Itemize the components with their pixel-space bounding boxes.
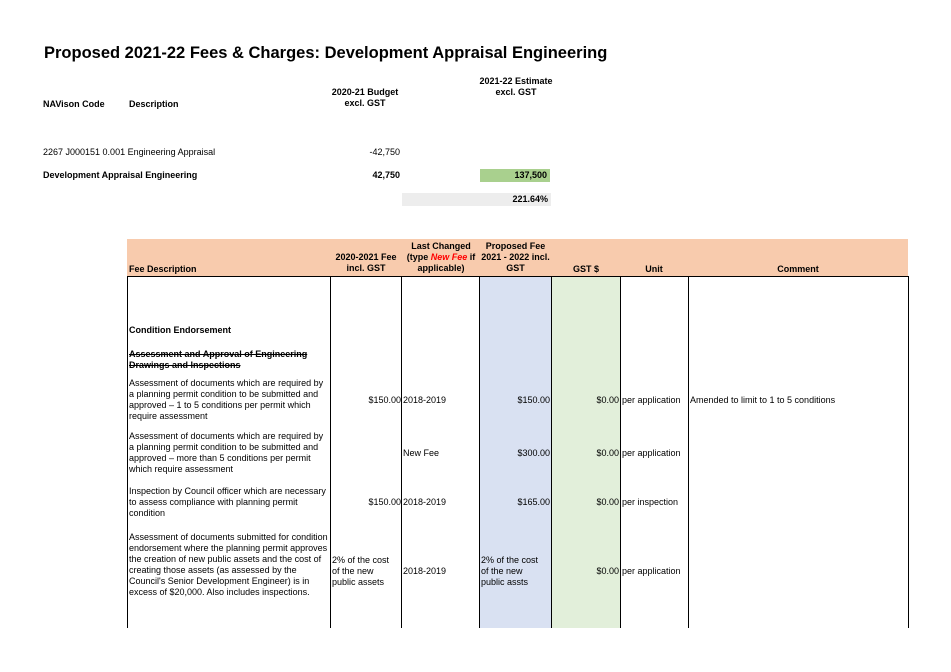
- fee-description-header: Fee Description: [129, 264, 197, 274]
- table-row-3-description: Inspection by Council officer which are necessary to assess compliance with planning permit condition: [129, 486, 326, 518]
- budget-header: 2020-21 Budget excl. GST: [331, 87, 399, 108]
- col-line: [908, 276, 909, 628]
- table-header-divider: [127, 276, 909, 277]
- total-estimate: 137,500: [480, 169, 550, 182]
- page-title: Proposed 2021-22 Fees & Charges: Development Appraisal Engineering: [44, 44, 608, 62]
- navison-code-header: NAVison Code: [43, 99, 105, 109]
- description-header: Description: [129, 99, 179, 109]
- percent-value: 221.64%: [512, 194, 548, 204]
- table-row-4-unit: per application: [622, 566, 681, 576]
- total-budget: 42,750: [372, 170, 400, 180]
- table-row-3-unit: per inspection: [622, 497, 679, 507]
- table-row-2-proposed: $300.00: [517, 448, 550, 458]
- col-line: [688, 276, 689, 628]
- table-row-1-last-changed: 2018-2019: [403, 395, 447, 405]
- fee-2020-header: 2020-2021 Fee incl. GST: [335, 252, 397, 273]
- summary-row-budget: -42,750: [369, 147, 400, 157]
- col-line: [401, 276, 402, 628]
- table-row-1-unit: per application: [622, 395, 681, 405]
- table-row-1-comment: Amended to limit to 1 to 5 conditions: [690, 395, 836, 405]
- col-line: [330, 276, 331, 628]
- total-label: Development Appraisal Engineering: [43, 170, 198, 180]
- table-row-2-last-changed: New Fee: [403, 448, 440, 458]
- new-fee-hint: New Fee: [430, 252, 468, 262]
- subsection-heading: Assessment and Approval of Engineering Drawings and Inspections: [129, 349, 308, 370]
- table-row-4-proposed: 2% of the cost of the new public assts: [481, 555, 539, 587]
- col-line: [127, 276, 128, 628]
- table-row-1-description: Assessment of documents which are required by a planning permit condition to be submitted and approved – 1 to 5 conditions per permit which require assessment: [129, 378, 324, 421]
- table-row-2-gst: $0.00: [596, 448, 619, 458]
- table-row-3-last-changed: 2018-2019: [403, 497, 447, 507]
- table-row-4-gst: $0.00: [596, 566, 619, 576]
- section-heading: Condition Endorsement: [129, 325, 231, 335]
- summary-row-code-desc: 2267 J000151 0.001 Engineering Appraisal: [43, 147, 216, 157]
- gst-header: GST $: [572, 264, 599, 274]
- table-row-4-fee-2020: 2% of the cost of the new public assets: [332, 555, 390, 587]
- table-row-2-description: Assessment of documents which are required by a planning permit condition to be submitted and approved – more than 5 conditions per permit which require assessment: [129, 431, 324, 474]
- estimate-header: 2021-22 Estimate excl. GST: [479, 76, 553, 97]
- table-row-4-last-changed: 2018-2019: [403, 566, 447, 576]
- table-row-3-proposed: $165.00: [517, 497, 550, 507]
- table-row-3-gst: $0.00: [596, 497, 619, 507]
- proposed-fee-header: Proposed Fee 2021 - 2022 incl. GST: [481, 241, 550, 273]
- table-row-4-description: Assessment of documents submitted for condition endorsement where the planning permit approves the creation of new public assets and the cost of creating those assets (as assessed by the Council's Senior Development Engineer) is in excess of $20,000. Also includes inspections.: [129, 532, 328, 597]
- unit-header: Unit: [645, 264, 663, 274]
- table-row-1-proposed: $150.00: [517, 395, 550, 405]
- last-changed-header: Last Changed (type New Fee if applicable): [406, 241, 476, 273]
- table-row-1-fee-2020: $150.00: [368, 395, 401, 405]
- table-row-3-fee-2020: $150.00: [368, 497, 401, 507]
- col-line: [620, 276, 621, 628]
- table-row-2-unit: per application: [622, 448, 681, 458]
- comment-header: Comment: [777, 264, 819, 274]
- table-row-1-gst: $0.00: [596, 395, 619, 405]
